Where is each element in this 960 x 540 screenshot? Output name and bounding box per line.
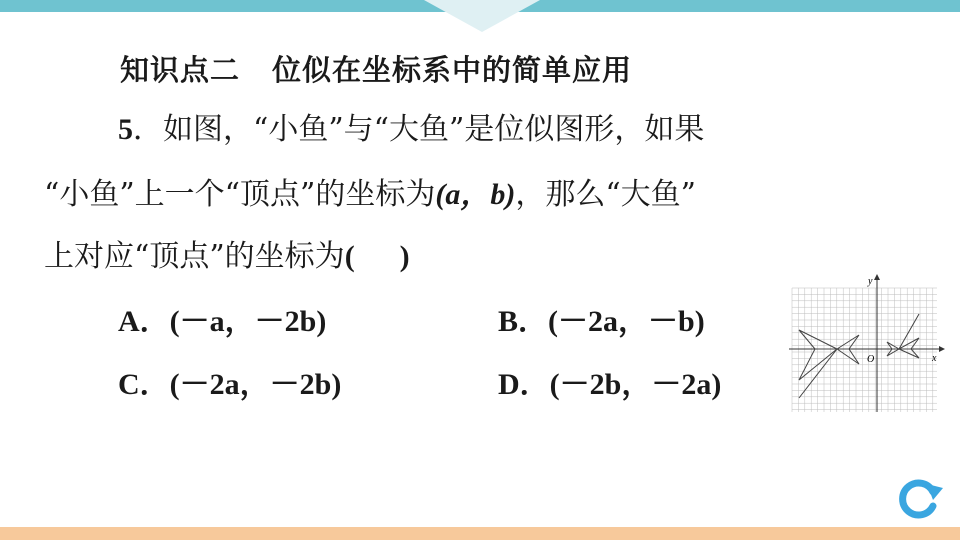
section-heading: [120, 48, 632, 89]
x-axis-label: x: [932, 353, 937, 364]
bottom-banner: [0, 527, 960, 540]
option-d-letter: D: [498, 368, 520, 401]
option-d[interactable]: [498, 365, 721, 405]
question-line-3: [44, 237, 410, 277]
big-fish: [799, 330, 859, 398]
question-number: 5: [118, 113, 133, 146]
question-line-1: [118, 110, 704, 150]
y-axis-label: y: [868, 276, 873, 287]
option-b-text: ．(－2a，－b): [518, 305, 705, 338]
fish-coordinate-figure: [787, 272, 947, 417]
option-c-letter: C: [118, 368, 140, 401]
back-button[interactable]: [893, 472, 945, 522]
option-b[interactable]: [498, 302, 705, 342]
top-banner-notch: [424, 0, 540, 32]
section-heading-label: 知识点二: [120, 53, 241, 87]
answer-blank: ( ): [344, 240, 410, 273]
option-a[interactable]: [118, 302, 326, 342]
x-axis-arrow: [939, 346, 945, 352]
question-text-2a: “小鱼”上一个“顶点”的坐标为: [44, 177, 436, 212]
option-c[interactable]: [118, 365, 341, 405]
small-fish: [887, 314, 919, 358]
question-line-2: [44, 175, 696, 215]
option-c-text: ．(－2a，－2b): [139, 368, 342, 401]
option-b-letter: B: [498, 305, 519, 338]
question-text-1: ．如图，“小鱼”与“大鱼”是位似图形，如果: [133, 112, 705, 147]
question-text-2b: ，那么“大鱼”: [515, 177, 697, 212]
question-text-3: 上对应“顶点”的坐标为: [44, 239, 345, 274]
origin-label: O: [867, 354, 875, 365]
y-axis-arrow: [874, 274, 880, 280]
option-a-text: ．(－a，－2b): [139, 305, 327, 338]
return-arrow-icon: [893, 472, 945, 522]
vertex-coordinate: (a，b): [435, 178, 516, 211]
section-heading-title: 位似在坐标系中的简单应用: [272, 53, 633, 87]
option-d-text: ．(－2b，－2a): [519, 368, 722, 401]
grid-lines: [792, 288, 937, 412]
option-a-letter: A: [118, 305, 140, 338]
